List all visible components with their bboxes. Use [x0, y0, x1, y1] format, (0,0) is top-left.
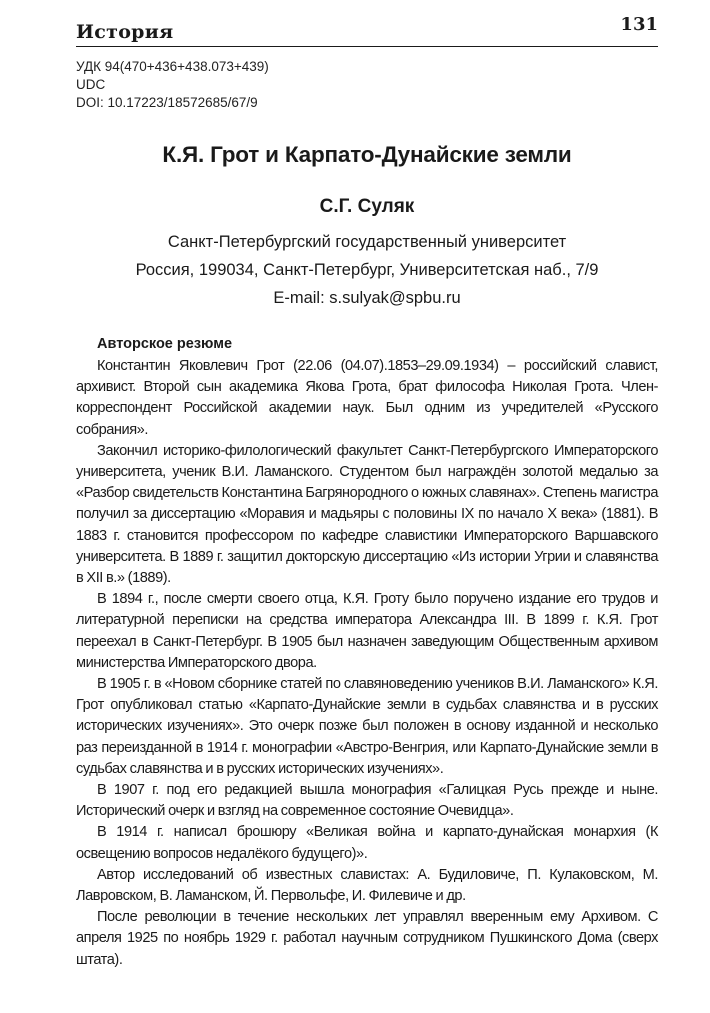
abstract-paragraph: После революции в течение нескольких лет управлял вверенным ему Архивом. С апреля 1925 по ноябрь 1929 г. работал научным сотрудником Пушкинского Дома (сверх штата).	[76, 909, 658, 968]
author-name: С.Г. Суляк	[319, 196, 415, 217]
abstract-body	[76, 356, 658, 971]
abstract-paragraph: В 1894 г., после смерти своего отца, К.Я. Гроту было поручено издание его трудов и литературной переписки на средства императора Александра III. В 1899 г. К.Я. Грот переехал в Санкт-Петербург. В 1905 был назначен заведующим Общественным архивом министерства Императорского двора.	[76, 591, 658, 671]
abstract-heading: Авторское резюме	[97, 336, 233, 352]
page-number: 131	[620, 14, 658, 35]
running-header	[76, 12, 658, 48]
abstract-paragraph: В 1905 г. в «Новом сборнике статей по славяноведению учеников В.И. Ламанского» К.Я. Грот опубликовал статью «Карпато-Дунайские земли в судьбах славянства и в русских исторических изучениях». Это очерк позже был положен в основу изданной и несколько раз переизданной в 1914 г. монографии «Австро-Венгрия, или Карпато-Дунайские земли в судьбах славянства и в русских исторических изучениях».	[76, 676, 658, 777]
author-affiliation-block	[60, 228, 674, 312]
udk-code: УДК 94(470+436+438.073+439)	[76, 59, 269, 74]
article-title: К.Я. Грот и Карпато-Дунайские земли	[162, 142, 572, 167]
abstract-paragraph: В 1914 г. написал брошюру «Великая война и карпато-дунайская монархия (К освещению вопросов недалёкого будущего)».	[76, 824, 658, 862]
header-rule	[76, 46, 658, 47]
doi: DOI: 10.17223/18572685/67/9	[76, 95, 258, 110]
affiliation: Санкт-Петербургский государственный университет	[167, 233, 567, 251]
address: Россия, 199034, Санкт-Петербург, Университетская наб., 7/9	[135, 261, 599, 279]
article-metadata	[76, 58, 269, 112]
section-title: История	[76, 21, 174, 43]
abstract-paragraph: Константин Яковлевич Грот (22.06 (04.07).1853–29.09.1934) – российский славист, архивист. Второй сын академика Якова Грота, брат философа Николая Грота. Член-корреспондент Российской академии наук. Был одним из учредителей «Русского собрания».	[76, 358, 658, 438]
abstract-paragraph: Закончил историко-филологический факультет Санкт-Петербургского Императорского университета, ученик В.И. Ламанского. Студентом был награждён золотой медалью за «Разбор свидетельств Константина Багрянородного о южных славянах». Степень магистра получил за диссертацию «Моравия и мадьяры с половины IX по начало X века» (1881). В 1883 г. становится профессором по кафедре славистики Императорского Варшавского университета. В 1889 г. защитил докторскую диссертацию «Из истории Угрии и славянства в XII в.» (1889).	[76, 442, 658, 587]
abstract-paragraph: Автор исследований об известных славистах: А. Будиловиче, П. Кулаковском, М. Лавровском, В. Ламанском, Й. Первольфе, И. Филевиче и др.	[76, 866, 658, 905]
udc-code: UDC	[76, 77, 106, 92]
email: E-mail: s.sulyak@spbu.ru	[273, 289, 461, 307]
abstract-paragraph: В 1907 г. под его редакцией вышла монография «Галицкая Русь прежде и ныне. Исторический очерк и взгляд на современное состояние Очевидца».	[76, 782, 658, 820]
